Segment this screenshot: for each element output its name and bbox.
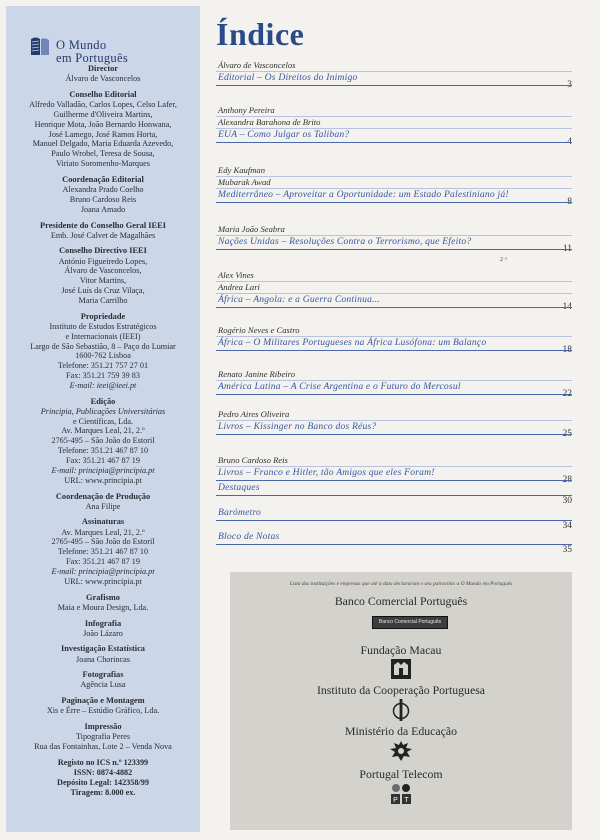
credit-line: Instituto de Estudos Estratégicos [49,321,157,331]
credit-section-title: Grafismo [86,592,120,602]
credit-line: Paulo Wrobel, Teresa de Sousa, [51,149,155,159]
credit-line: Largo de São Sebastião, 8 – Paço do Lumiar [30,341,176,351]
credit-line: Maria Carrilho [78,295,128,305]
credit-line: Principia, Publicações Universitárias [40,406,166,416]
credit-line: Rua das Fontainhas, Lote 2 – Venda Nova [34,742,172,752]
credit-line: e Científicas, Lda. [72,416,134,426]
entry-link[interactable] [218,236,471,247]
entry-separator: – [243,421,254,432]
sponsor-ministerio-educacao: Ministério da Educação [344,724,458,738]
credit-section [6,221,200,241]
entry-link[interactable] [218,381,461,392]
sponsor-fundacao-macau: Fundação Macau [360,643,442,657]
credit-line: Alexandra Prado Coelho [62,184,144,194]
credit-line: Joana Amado [80,204,126,214]
stylised-flag-icon [30,36,50,56]
entry-link[interactable] [218,507,261,518]
credit-line: E-mail: principia@principia.pt [51,465,155,475]
masthead-sidebar [6,6,200,832]
stray-mark: 2 ^ [500,257,508,263]
credit-line: Emb. José Calvet de Magalhães [50,230,156,240]
entry-category: Mediterrâneo [218,189,274,200]
entry-link[interactable] [218,482,260,493]
entry-category: EUA [218,129,238,140]
credit-section [6,644,200,664]
entry-category: Bloco de Notas [218,531,280,542]
entry-link[interactable] [218,467,435,478]
credit-section-title: Assinaturas [81,517,125,527]
credit-line: Joana Chorincas [76,654,130,664]
entry-link[interactable] [218,189,509,200]
credit-line: Fax: 351.21 467 87 19 [66,557,140,567]
entry-link[interactable] [218,337,486,348]
entry-headline: A Crise Argentina e o Futuro do Mercosul [290,381,461,392]
registration-line: Depósito Legal: 142358/99 [57,777,149,787]
credit-section-title: Conselho Directivo IEEI [59,246,147,256]
icp-logo-icon [392,698,410,722]
entry-divider [216,142,572,143]
credit-line: João Lázaro [83,628,123,638]
entry-link[interactable] [218,129,349,140]
bcp-logo-box: Banco Comercial Português [372,616,448,629]
masthead-credits [6,64,200,752]
entry-divider [216,544,572,545]
registration-line: Registo no ICS n.º 123399 [57,757,149,767]
entry-category: Livros [218,467,244,478]
entry-divider [216,520,572,521]
credit-line: Tipografia Peres [75,732,131,742]
credit-section [6,670,200,690]
entry-author: Pedro Aires Oliveira [218,409,290,419]
credit-line: e Internacionais (IEEI) [65,331,141,341]
credit-line: Av. Marques Leal, 21, 2.º [61,426,145,436]
credit-line: Telefone: 351.21 467 87 10 [57,547,149,557]
entry-divider [216,85,572,86]
entry-headline: Resoluções Contra o Terrorismo, que Efeito? [289,236,472,247]
credit-line: URL: www.principia.pt [64,475,142,485]
entry-separator: – [273,189,284,200]
credit-line: E-mail: ieei@ieei.pt [69,380,137,390]
entry-page-number: 11 [562,244,572,254]
credit-line: Ana Filipe [85,501,121,511]
credit-section [6,312,200,391]
credit-line: Vitor Martins, [79,276,127,286]
entry-divider [216,202,572,203]
credit-line: Telefone: 351.21 757 27 01 [57,361,149,371]
credit-line: Telefone: 351.21 467 87 10 [57,446,149,456]
credit-line: Xis e Érre – Estúdio Gráfico, Lda. [46,706,160,716]
credit-section [6,696,200,716]
credit-section [6,246,200,305]
entry-page-number: 18 [562,345,572,355]
entry-page-number: 8 [567,197,572,207]
entry-author: Anthony Pereira [218,105,275,115]
registration-line: Tiragem: 8.000 ex. [70,787,136,797]
sponsors-note: Lista das instituições e empresas que até à data declararam o seu patrocínio a O Mundo em Português [289,581,513,587]
credit-line: Guilherme d'Oliveira Martins, [53,109,153,119]
credit-line: José Lamego, José Ramos Horta, [48,129,158,139]
entry-author: Alexandra Barahona de Brito [218,117,321,127]
entry-category: África [218,337,244,348]
entry-page-number: 34 [562,521,572,531]
credit-line: Henrique Mota, João Bernardo Honwana, [34,119,172,129]
credit-section-title: Paginação e Montagem [61,696,145,706]
entry-page-number: 4 [567,137,572,147]
sponsor-bcp: Banco Comercial Português [334,594,468,608]
credit-section-title: Conselho Editorial [69,89,137,99]
credit-section [6,397,200,486]
entry-link[interactable] [218,421,376,432]
entry-category: África [218,294,244,305]
entry-divider [216,307,572,308]
pt-logo-letter-t: T [404,797,409,804]
credit-line: Bruno Cardoso Reis [69,194,137,204]
sponsors-box [230,572,572,830]
entry-category: Livros [218,421,244,432]
entry-author: Edy Kaufman [218,165,266,175]
registration-info [6,758,200,797]
coat-of-arms-icon [388,739,414,763]
entry-headline: Kissinger no Banco dos Réus? [253,421,377,432]
credit-section [6,492,200,512]
registration-line: ISSN: 0874-4882 [73,767,133,777]
entry-category: Editorial [218,72,255,83]
credit-line: Av. Marques Leal, 21, 2.º [61,527,145,537]
fundacao-macau-logo-icon [390,658,412,680]
entry-page-number: 3 [567,80,572,90]
credit-section-title: Coordenação de Produção [55,491,151,501]
credit-line: URL: www.principia.pt [64,576,142,586]
credit-line: Maia e Moura Design, Lda. [57,602,149,612]
sponsor-portugal-telecom: Portugal Telecom [359,767,443,781]
entry-link[interactable] [218,294,380,305]
entry-category: Destaques [218,482,260,493]
entry-separator: – [237,129,248,140]
page-title: Índice [216,16,305,52]
entry-author: Bruno Cardoso Reis [218,455,288,465]
credit-section [6,722,200,752]
entry-headline: Os Direitos do Inimigo [264,72,358,83]
entry-headline: O Militares Portugueses na África Lusófona: um Balanço [253,337,487,348]
credit-line: Agência Lusa [80,680,126,690]
entry-link[interactable] [218,72,357,83]
credit-section-title: Edição [90,396,116,406]
entry-link[interactable] [218,531,279,542]
credit-section-title: Fotografias [82,670,124,680]
entry-separator: – [243,467,254,478]
entry-author: Renato Janine Ribeiro [218,369,296,379]
entry-author: Rogério Neves e Castro [218,325,300,335]
entry-page-number: 25 [562,429,572,439]
credit-line: António Figueiredo Lopes, [58,256,148,266]
credit-section [6,517,200,586]
entry-author: Maria João Seabra [218,224,285,234]
entry-page-number: 35 [562,545,572,555]
entry-page-number: 22 [562,389,572,399]
sponsor-icp: Instituto da Cooperação Portuguesa [316,683,486,697]
entry-separator: – [243,337,254,348]
entry-separator: – [254,72,265,83]
credit-section-title: Impressão [84,722,122,732]
credit-line: José Luís da Cruz Vilaça, [61,286,145,296]
entry-divider [216,394,572,395]
entry-category: Barómetro [218,507,262,518]
entry-separator: – [280,381,291,392]
entry-separator: – [243,294,254,305]
credit-line: Manuel Delgado, Maria Eduarda Azevedo, [32,139,174,149]
credit-line: 1600-762 Lisboa [75,351,131,361]
portugal-telecom-logo-icon [391,783,411,805]
credit-line: 2765-495 – São João do Estoril [51,537,155,547]
entry-author: Álvaro de Vasconcelos [218,60,296,70]
entry-page-number: 14 [562,302,572,312]
entry-author: Mubarak Awad [218,177,271,187]
credit-section-title: Presidente do Conselho Geral IEEI [40,220,166,230]
entry-headline: Aproveitar a Oportunidade: um Estado Palestiniano já! [283,189,509,200]
pt-logo-letter-p: P [393,797,398,804]
entry-divider [216,249,572,250]
credit-section-title: Propriedade [80,311,126,321]
credit-line: Álvaro de Vasconcelos, [64,266,142,276]
credit-section-title: Director [87,64,119,73]
credit-line: Álvaro de Vasconcelos [65,74,141,84]
entry-separator: – [278,236,290,247]
entry-divider [216,350,572,351]
credit-line: Viriato Soromenho-Marques [56,159,150,169]
credit-section [6,593,200,613]
credit-line: Fax: 351.21 759 39 83 [66,371,140,381]
credit-section [6,64,200,84]
entry-page-number: 30 [562,496,572,506]
credit-line: Fax: 351.21 467 87 19 [66,456,140,466]
credit-section [6,175,200,215]
entry-headline: Franco e Hitler, tão Amigos que eles Foram! [253,467,435,478]
entry-author: Andrea Lari [218,282,260,292]
entry-divider [216,434,572,435]
entry-headline: Como Julgar os Taliban? [247,129,350,140]
magazine-name-line1: O Mundo [56,38,107,52]
credit-section [6,90,200,169]
entry-author: Alex Vines [218,270,254,280]
credit-line: 2765-495 – São João do Estoril [51,436,155,446]
magazine-logo [6,6,200,64]
credit-section-title: Investigação Estatística [61,644,145,654]
author-divider [216,281,572,282]
entry-category: Nações Unidas [218,236,279,247]
credit-line: Alfredo Valladão, Carlos Lopes, Celso Lafer, [29,100,177,109]
magazine-name [56,39,128,65]
credit-section-title: Infografia [84,618,122,628]
entry-category: América Latina [218,381,281,392]
magazine-name-line2: em Português [56,51,128,66]
entry-divider [216,480,572,481]
credit-line: E-mail: principia@principia.pt [51,566,155,576]
entry-divider [216,495,572,496]
credit-section [6,619,200,639]
entry-headline: Angola: e a Guerra Continua... [253,294,380,305]
entry-page-number: 28 [562,475,572,485]
credit-section-title: Coordenação Editorial [62,174,144,184]
